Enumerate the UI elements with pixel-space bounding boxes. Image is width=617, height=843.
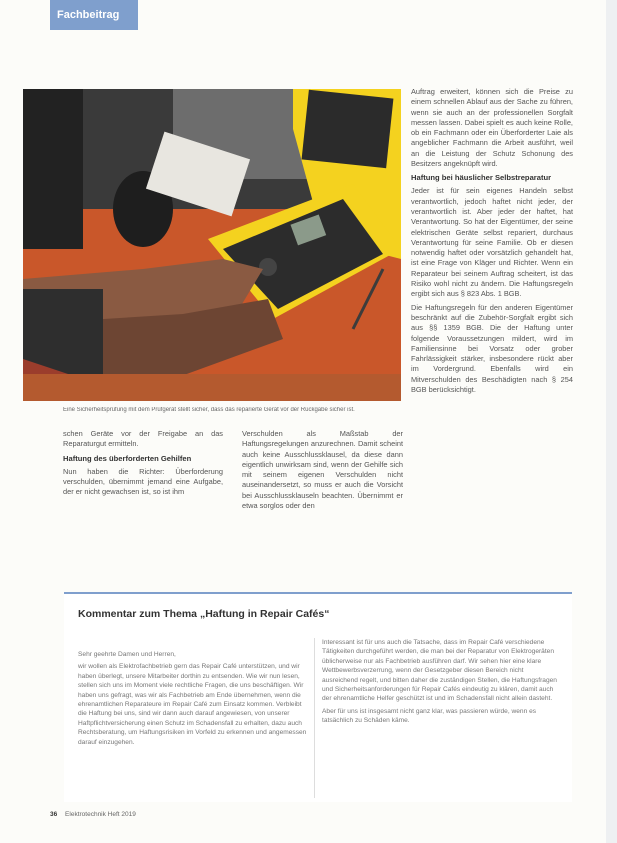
paragraph: Die Haftungsregeln für den anderen Eigentümer beschränkt auf die Zubehör-Sorgfalt ergibt sich aus §§ 1359 BGB. Die der Haftung unter folgende Voraussetzungen mildert, wird im Familiensinne bei Vorsatz oder grober Fahrlässigkeit stärker, insbesondere rückt aber im Vordergrund. Ebenfalls wird ein Mitverschulden des Beschädigten nach § 254 BGB berücksichtigt. bbox=[411, 302, 573, 395]
paragraph: Jeder ist für sein eigenes Handeln selbst verantwortlich, jedoch haftet nicht jeder, der verantwortlich ist. Aber jeder der haftet, hat Verantwortung. So hat der Eigentümer, der seine elektrischen Geräte selbst repariert, durchaus Verantwortung für seine Familie. Ob er diesen notwendig haftet oder vorsätzlich gehandelt hat, ist eine Frage von Kläger und Richter. Wenn ein Reparateur bei seinem Auftrag scheitert, ist das Risiko wohl nicht zu ändern. Die Haftungsregeln ergibt sich aus § 823 Abs. 1 BGB. bbox=[411, 186, 573, 299]
page-number: 36 bbox=[50, 811, 58, 818]
subheading: Haftung bei häuslicher Selbstreparatur bbox=[411, 173, 552, 183]
page-edge bbox=[606, 0, 617, 843]
column-middle bbox=[242, 429, 403, 514]
paragraph: wir wollen als Elektrofachbetrieb gern das Repair Café unterstützen, und wir haben überlegt, unsere Mitarbeiter dorthin zu entsenden. Wie wir nun lesen, stellen sich uns im Moment viele rechtliche Fragen, die uns beschäftigen. Wir haben uns gefragt, was wir als Fachbetrieb am Ende übernehmen, wenn die ehrenamtlichen Reparateure im Repair Café zum Einsatz kommen. Verbleibt die Haftung bei uns, sind wir dann auch darauf angewiesen, von unserer Haftpflichtversicherung einen Schutz im Schadensfall zu erhalten, dazu auch Rechtsberatung, um Haftungsrisiken im Vorfeld zu erkennen und angemessen darauf einzugehen. bbox=[78, 663, 307, 746]
comment-title: Kommentar zum Thema „Haftung in Repair Cafés“ bbox=[78, 608, 330, 620]
column-left bbox=[63, 429, 223, 500]
column-right bbox=[411, 87, 573, 398]
comment-divider bbox=[314, 638, 315, 798]
section-label: Fachbeitrag bbox=[57, 9, 120, 21]
photo-caption: Eine Sicherheitsprüfung mit dem Prüfgerät stellt sicher, dass das reparierte Gerät vor der Rückgabe sicher ist. bbox=[63, 407, 355, 413]
paragraph: Interessant ist für uns auch die Tatsache, dass im Repair Café verschiedene Tätigkeiten durchgeführt werden, die man bei der Reparatur von Elektrogeräten üblicherweise nur als Fachbetrieb ausführen darf. Wir sehen hier eine klare Wettbewerbsverzerrung, wenn der Gesetzgeber diesen Bereich nicht ausreichend regelt, und bitten daher die zuständigen Stellen, die Haftungsfragen und Sicherheitsanforderungen für Repair Cafés eindeutig zu klären, damit auch der ehrenamtliche Helfer geschützt ist und im Schadensfall nicht allein dasteht. bbox=[322, 639, 557, 703]
paragraph: Aber für uns ist insgesamt nicht ganz klar, was passieren würde, wenn es tatsächlich zu Schäden käme. bbox=[322, 707, 537, 725]
section-tab bbox=[50, 0, 138, 30]
comment-column-right bbox=[322, 638, 558, 729]
paragraph: schen Geräte vor der Freigabe an das Reparaturgut ermitteln. bbox=[63, 429, 223, 449]
paragraph: Nun haben die Richter: Überforderung verschulden, übernimmt jemand eine Aufgabe, der er nicht gewachsen ist, so ist ihm bbox=[63, 466, 223, 497]
article-photo bbox=[23, 89, 401, 401]
paragraph: Auftrag erweitert, können sich die Preise zu einem schnellen Ablauf aus der Sache zu führen, wenn sie auch an der professionellen Sorgfalt messen lassen. Dabei spielt es auch keine Rolle, ob ein Fachmann oder ein Überforderter Laie als angeblicher Fachmann die Arbeit ausführt, weil an die Leistung der Schutz Schonung des Besitzers angeknüpft wird. bbox=[411, 87, 573, 169]
comment-greeting: Sehr geehrte Damen und Herren, bbox=[78, 651, 176, 658]
publication-name: Elektrotechnik Heft 2019 bbox=[65, 811, 136, 818]
page-footer bbox=[50, 811, 136, 818]
comment-box bbox=[64, 592, 572, 802]
comment-column-left bbox=[78, 650, 308, 750]
subheading: Haftung des überforderten Gehilfen bbox=[63, 453, 192, 463]
paragraph: Verschulden als Maßstab der Haftungsregelungen anzurechnen. Damit scheint auch keine Ausschlussklausel, da diese dann eigentlich unwirksam sind, wenn der Gehilfe sich mit seinem eigenen Verschulden nicht auseinandersetzt, so muss er auch die Vorsicht bei Ausschlussklauseln beachten. Übernimmt er etwa sorglos oder den bbox=[242, 429, 403, 511]
photo-illustration bbox=[23, 89, 401, 401]
